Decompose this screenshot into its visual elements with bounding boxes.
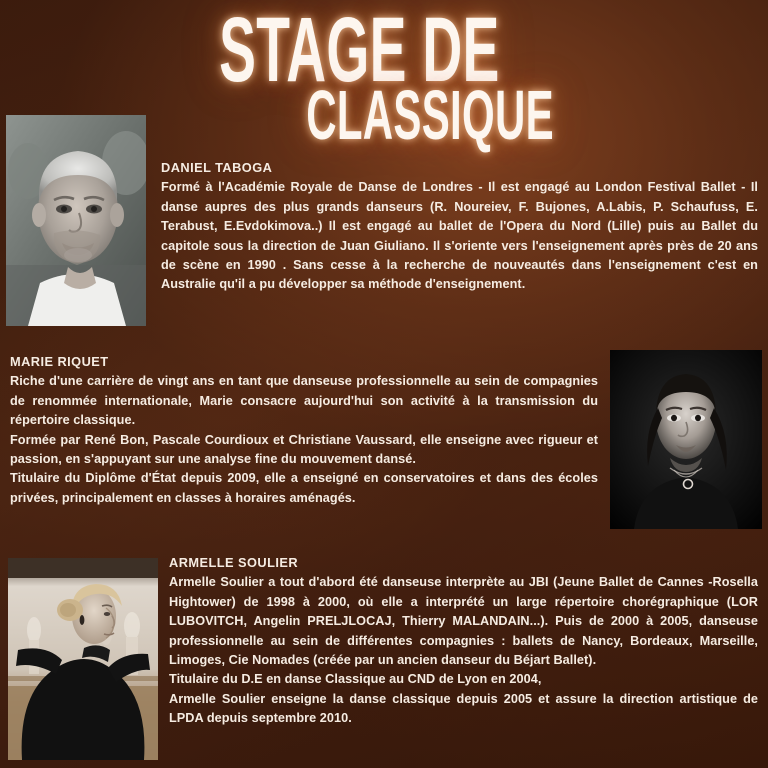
photo-marie-riquet (610, 350, 762, 529)
bio-daniel-taboga (161, 158, 758, 295)
title-line-primary: STAGE DE (219, 0, 500, 101)
bio-paragraph: Formé à l'Académie Royale de Danse de Londres - Il est engagé au London Festival Ballet - Il danse aupres des plus grands danseurs (R. Noureiev, F. Bujones, A.Labis, P. Schaufuss, E. Terabust, E.Evdokimova..) Il est engagé au ballet de l'Opera du Nord (Lille) puis au Ballet du capitole sous la direction de Juan Giuliano. Il s'oriente vers l'enseignement après près de 20 ans de scène en 1990 . Sans cesse à la recherche de nouveautés dans l'enseignement c'est en Australie qu'il a pu développer sa méthode d'enseignement. (161, 180, 758, 292)
bio-paragraph: Armelle Soulier enseigne la danse classique depuis 2005 et assure la direction artistique de LPDA depuis septembre 2010. (169, 691, 758, 726)
portrait-image-armelle (8, 558, 158, 760)
bio-paragraph: Titulaire du D.E en danse Classique au CND de Lyon en 2004, (169, 672, 542, 687)
bio-paragraph: Riche d'une carrière de vingt ans en tant que danseuse professionnelle au sein de compagnies de renommée internationale, Marie consacre aujourd'hui son activité à la transmission du répertoire classique. (10, 374, 598, 428)
portrait-image-marie (610, 350, 762, 529)
bio-paragraph: Titulaire du Diplôme d'État depuis 2009, elle a enseigné en conservatoires et dans des écoles privées, principalement en classes à horaires aménagés. (10, 471, 598, 505)
photo-daniel-taboga (6, 115, 146, 326)
profile-name-daniel: DANIEL TABOGA (161, 160, 273, 175)
bio-armelle-soulier (169, 553, 758, 729)
profile-name-marie: MARIE RIQUET (10, 354, 109, 369)
photo-armelle-soulier (8, 558, 158, 760)
bio-marie-riquet (10, 352, 598, 508)
title-line-secondary: CLASSIQUE (306, 75, 554, 154)
bio-paragraph: Armelle Soulier a tout d'abord été danseuse interprète au JBI (Jeune Ballet de Cannes -Rosella Hightower) de 1998 à 2000, où elle a interprété un large répertoire chorégraphique (LOR LUBOVITCH, Angelin PRELJLOCAJ, Thierry MALANDAIN...). Puis de 2000 à 2005, danseuse professionnelle au sein de différentes compagnies : ballets de Nancy, Bordeaux, Marseille, Limoges, Cie Nomades (créée par un ancien danseur du Béjart Ballet). (169, 575, 758, 668)
profile-name-armelle: ARMELLE SOULIER (169, 555, 299, 570)
portrait-image-daniel (6, 115, 146, 326)
bio-paragraph: Formée par René Bon, Pascale Courdioux et Christiane Vaussard, elle enseigne avec rigueur et passion, en s'appuyant sur une analyse fine du mouvement dansé. (10, 432, 598, 467)
